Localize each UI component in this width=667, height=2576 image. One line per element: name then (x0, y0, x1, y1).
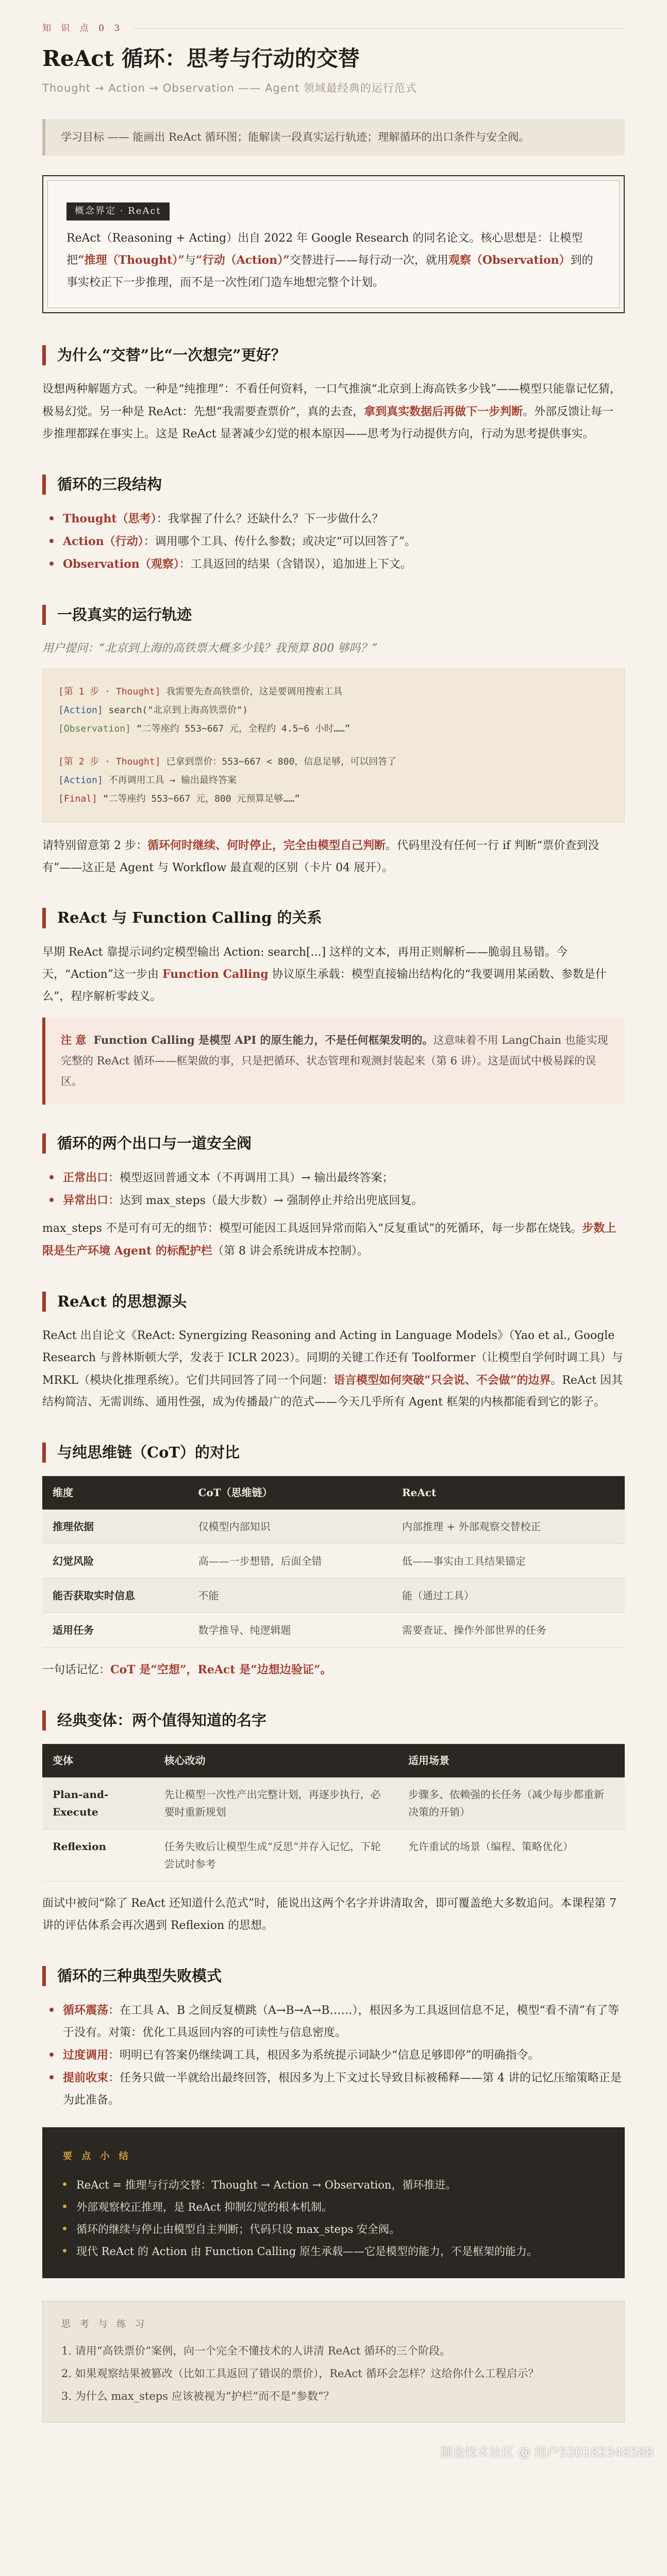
section-origin (42, 1292, 625, 1414)
section-title: 经典变体：两个值得知道的名字 (42, 1710, 625, 1731)
trace-text: search("北京到上海高铁票价") (103, 704, 248, 716)
trace-line (58, 790, 609, 808)
paragraph: 早期 ReAct 靠提示词约定模型输出 Action: search[...] 这样的文本，再用正则解析——脆弱且易错。今天，“Action”这一步由 Function Calling 协议原生承载：模型直接输出结构化的“我要调用某函数、参数是什么”，程序解析零歧义。 (42, 945, 607, 1004)
table-cell: Reflexion (42, 1829, 154, 1882)
table-cell: 仅模型内部知识 (188, 1510, 392, 1544)
summary-list (63, 2174, 604, 2263)
table-header-row (42, 1476, 625, 1510)
table-row (42, 1777, 625, 1829)
stages-list (49, 508, 625, 576)
table-cell: 先让模型一次性产出完整计划，再逐步执行，必要时重新规划 (154, 1777, 398, 1829)
summary-title: 要 点 小 结 (63, 2150, 131, 2162)
exercise-item: 1. 请用“高铁票价”案例，向一个完全不懂技术的人讲清 ReAct 循环的三个阶段。 (61, 2344, 451, 2357)
exits-list (49, 1167, 625, 1212)
table-row (42, 1579, 625, 1613)
item-text: ：调用哪个工具、传什么参数；或决定“可以回答了”。 (143, 535, 416, 549)
item-key: 异常出口 (63, 1193, 109, 1207)
trace-text: “二等座约 553~667 元，800 元预算足够……” (97, 793, 300, 804)
list-item (49, 508, 625, 531)
section-exits (42, 1133, 625, 1263)
concept-box (42, 175, 625, 313)
section-title: 为什么“交替”比“一次想完”更好？ (42, 345, 625, 365)
section-why (42, 345, 625, 446)
table-header-cell: 核心改动 (154, 1744, 398, 1777)
summary-item: 循环的继续与停止由模型自主判断；代码只设 max_steps 安全阀。 (63, 2218, 604, 2241)
paragraph: 面试中被问“除了 ReAct 还知道什么范式”时，能说出这两个名字并讲清取舍，即可覆盖绝大多数追问。本课程第 7 讲的评估体系会再次遇到 Reflexion 的思想。 (42, 1897, 617, 1933)
table-header-cell: 变体 (42, 1744, 154, 1777)
concept-text: ReAct（Reasoning + Acting）出自 2022 年 Google Research 的同名论文。核心思想是：让模型把“推理（Thought）”与“行动（Action）”交替进行——每行动一次，就用观察（Observation）到的事实校正下一步推理，而不是一次性闭门造车地想完整个计划。 (66, 231, 593, 290)
kicker-rule (134, 28, 625, 29)
paragraph: 一句话记忆：CoT 是“空想”，ReAct 是“边想边验证”。 (42, 1663, 332, 1677)
table-header-cell: ReAct (392, 1476, 625, 1510)
table-header-cell: CoT（思维链） (188, 1476, 392, 1510)
exercise-item: 2. 如果观察结果被篡改（比如工具返回了错误的票价），ReAct 循环会怎样？这给你什么工程启示？ (61, 2367, 539, 2380)
watermark: 掘金技术社区 @ 用户530182348588 (440, 2445, 654, 2460)
list-item (49, 1167, 625, 1190)
item-key: 正常出口 (63, 1171, 109, 1185)
paragraph: ReAct 出自论文《ReAct: Synergizing Reasoning and Acting in Language Models》（Yao et al., Google Research 与普林斯顿大学，发表于 ICLR 2023）。同期的关键工作还有 Toolformer（让模型自学何时调工具）与 MRKL（模块化推理系统）。它们共同回答了同一个问题：语言模型如何突破“只会说、不会做”的边界。ReAct 因其结构简洁、无需训练、通用性强，成为传播最广的范式——今天几乎所有 Agent 框架的内核都能看到它的影子。 (42, 1329, 623, 1409)
trace-line (58, 701, 609, 720)
list-item (49, 531, 625, 553)
list-item (49, 1190, 625, 1212)
exercise-title: 思 考 与 练 习 (61, 2319, 147, 2330)
list-item (49, 2067, 625, 2112)
section-cot (42, 1443, 625, 1682)
summary-item: 外部观察校正推理，是 ReAct 抑制幻觉的根本机制。 (63, 2196, 604, 2218)
table-cell: 能（通过工具） (392, 1579, 625, 1613)
trace-tag: [Action] (58, 774, 103, 786)
attention-note: 注 意 Function Calling 是模型 API 的原生能力，不是任何框架发明的。这意味着不用 LangChain 也能实现完整的 ReAct 循环——框架做的事，只是把循环、状态管理和观测封装起来（第 6 讲）。这是面试中极易踩的误区。 (42, 1018, 625, 1105)
trace-text: 不再调用工具 → 输出最终答案 (103, 774, 237, 786)
variants-table (42, 1744, 625, 1882)
table-row (42, 1613, 625, 1648)
exercise-list (61, 2340, 606, 2408)
item-key: 过度调用 (63, 2048, 109, 2062)
table-row (42, 1510, 625, 1544)
section-title: 与纯思维链（CoT）的对比 (42, 1443, 625, 1463)
section-stages (42, 474, 625, 576)
trace-line (58, 683, 609, 701)
trace-line (58, 771, 609, 790)
item-text: ：明明已有答案仍继续调工具，根因多为系统提示词缺少“信息足够即停”的明确指令。 (108, 2049, 540, 2062)
summary-item: 现代 ReAct 的 Action 由 Function Calling 原生承载——它是模型的能力，不是框架的能力。 (63, 2241, 604, 2263)
table-cell: 推理依据 (42, 1510, 188, 1544)
trace-text: “二等座约 553~667 元，全程约 4.5~6 小时……” (130, 723, 351, 734)
section-title: ReAct 与 Function Calling 的关系 (42, 908, 625, 928)
table-cell: 低——事实由工具结果锚定 (392, 1544, 625, 1579)
trace-tag: [第 1 步 · Thought] (58, 686, 161, 697)
kicker-label: 知 识 点 0 3 (42, 23, 124, 33)
section-variants (42, 1710, 625, 1937)
trace-text: 已拿到票价：553~667 < 800，信息足够，可以回答了 (160, 756, 397, 767)
table-cell: 适用任务 (42, 1613, 188, 1648)
table-row (42, 1544, 625, 1579)
list-item (49, 2044, 625, 2067)
trace-text: 我需要先查高铁票价，这是要调用搜索工具 (160, 686, 343, 697)
section-title: 循环的三段结构 (42, 474, 625, 495)
page-title: ReAct 循环：思考与行动的交替 (42, 46, 360, 72)
concept-inner (47, 180, 620, 308)
section-title: 一段真实的运行轨迹 (42, 605, 625, 625)
paragraph: 请特别留意第 2 步：循环何时继续、何时停止，完全由模型自己判断。代码里没有任何一行 if 判断“票价查到没有”——这正是 Agent 与 Workflow 最直观的区别（卡片 04 展开）。 (42, 838, 599, 874)
exercise-item: 3. 为什么 max_steps 应该被视为“护栏”而不是“参数”？ (61, 2389, 335, 2402)
table-header-cell: 适用场景 (398, 1744, 625, 1777)
section-title: ReAct 的思想源头 (42, 1292, 625, 1312)
learning-goal: 学习目标 —— 能画出 ReAct 循环图；能解读一段真实运行轨迹；理解循环的出口条件与安全阀。 (42, 119, 625, 156)
item-key: 循环震荡 (63, 2004, 109, 2018)
item-text: ：在工具 A、B 之间反复横跳（A→B→A→B……），根因多为工具返回信息不足，模型“看不清”有了等于没有。对策：优化工具返回内容的可读性与信息密度。 (63, 2004, 619, 2040)
item-text: ：我掌握了什么？还缺什么？下一步做什么？ (156, 513, 383, 526)
table-cell: 数学推导、纯逻辑题 (188, 1613, 392, 1648)
trace-tag: [Action] (58, 704, 103, 716)
table-cell: 内部推理 + 外部观察交替校正 (392, 1510, 625, 1544)
page-subtitle: Thought → Action → Observation —— Agent 领域最经典的运行范式 (42, 82, 417, 95)
trace-code-block (42, 669, 625, 822)
section-title: 循环的两个出口与一道安全阀 (42, 1133, 625, 1154)
trace-tag: [Observation] (58, 723, 131, 734)
table-cell: 需要查证、操作外部世界的任务 (392, 1613, 625, 1648)
table-cell: 任务失败后让模型生成“反思”并存入记忆，下轮尝试时参考 (154, 1829, 398, 1882)
section-title: 循环的三种典型失败模式 (42, 1966, 625, 1986)
section-trace (42, 605, 625, 879)
concept-badge: 概念界定 · ReAct (66, 202, 170, 221)
cot-comparison-table (42, 1476, 625, 1648)
exercise-box (42, 2301, 625, 2422)
item-text: ：任务只做一半就给出最终回答，根因多为上下文过长导致目标被稀释——第 4 讲的记忆压缩策略正是为此准备。 (63, 2072, 622, 2107)
trace-line (58, 720, 609, 738)
list-item (49, 553, 625, 576)
note-label: 注 意 (61, 1033, 87, 1047)
item-key: Action（行动） (63, 535, 144, 549)
table-cell: 高——一步想错，后面全错 (188, 1544, 392, 1579)
table-row (42, 1829, 625, 1882)
table-cell: 不能 (188, 1579, 392, 1613)
table-cell: 步骤多、依赖强的长任务（减少每步都重新决策的开销） (398, 1777, 625, 1829)
trace-tag: [Final] (58, 793, 97, 804)
section-function-calling (42, 908, 625, 1104)
table-cell: 能否获取实时信息 (42, 1579, 188, 1613)
section-failures (42, 1966, 625, 2112)
trace-gap (58, 738, 609, 753)
item-key: 提前收束 (63, 2071, 109, 2085)
table-cell: 幻觉风险 (42, 1544, 188, 1579)
item-text: ：达到 max_steps（最大步数）→ 强制停止并给出兜底回复。 (108, 1194, 423, 1207)
table-header-row (42, 1744, 625, 1777)
item-text: ：模型返回普通文本（不再调用工具）→ 输出最终答案； (108, 1172, 394, 1185)
summary-box (42, 2127, 625, 2278)
user-question: 用户提问：“北京到上海的高铁票大概多少钱？我预算 800 够吗？” (42, 641, 378, 655)
table-cell: Plan-and-Execute (42, 1777, 154, 1829)
trace-tag: [第 2 步 · Thought] (58, 756, 161, 767)
paragraph: 设想两种解题方式。一种是“纯推理”：不看任何资料，一口气推演“北京到上海高铁多少钱”——模型只能靠记忆猜，极易幻觉。另一种是 ReAct：先想“我需要查票价”，真的去查，拿到真实数据后再做下一步判断。外部反馈让每一步推理都踩在事实上。这是 ReAct 显著减少幻觉的根本原因——思考为行动提供方向，行动为思考提供事实。 (42, 383, 621, 441)
paragraph: max_steps 不是可有可无的细节：模型可能因工具返回异常而陷入“反复重试”的死循环，每一步都在烧钱。步数上限是生产环境 Agent 的标配护栏（第 8 讲会系统讲成本控制）。 (42, 1221, 616, 1258)
item-key: Thought（思考） (63, 512, 157, 526)
list-item (49, 1999, 625, 2044)
kicker (42, 21, 625, 37)
table-cell: 允许重试的场景（编程、策略优化） (398, 1829, 625, 1882)
failures-list (49, 1999, 625, 2111)
item-text: ：工具返回的结果（含错误），追加进上下文。 (179, 557, 412, 571)
table-header-cell: 维度 (42, 1476, 188, 1510)
trace-line (58, 753, 609, 771)
item-key: Observation（观察） (63, 557, 179, 571)
summary-item: ReAct = 推理与行动交替：Thought → Action → Observation，循环推进。 (63, 2174, 604, 2196)
